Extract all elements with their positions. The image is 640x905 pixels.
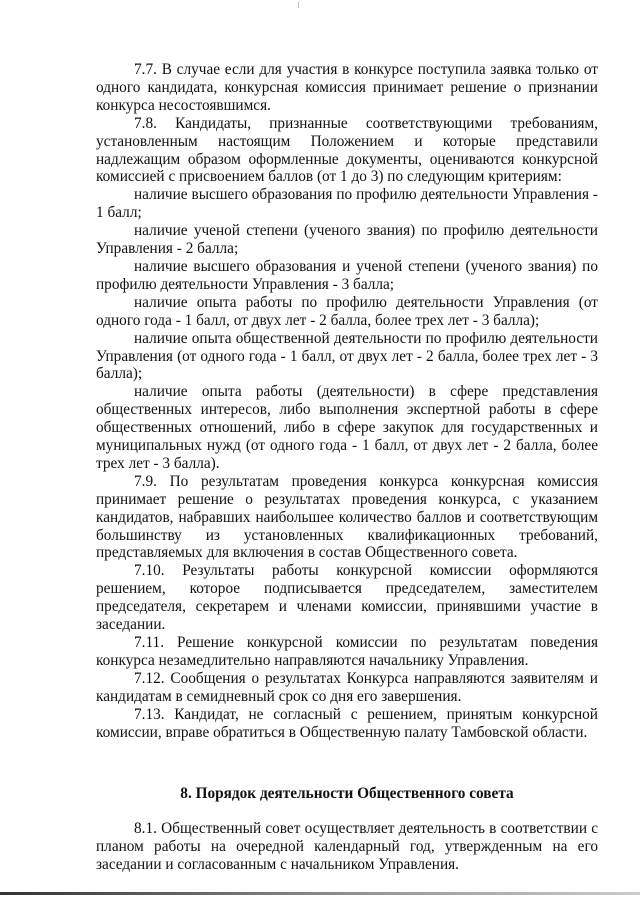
criterion-education-and-degree: наличие высшего образования и ученой степени (ученого звания) по профилю деятельности Управления - 3 балла; xyxy=(96,257,598,293)
section-heading: 8. Порядок деятельности Общественного совета xyxy=(180,785,514,803)
paragraph-7-13: 7.13. Кандидат, не согласный с решением, принятым конкурсной комиссии, вправе обратиться в Общественную палату Тамбовской области. xyxy=(96,705,598,741)
paragraph-7-12: 7.12. Сообщения о результатах Конкурса направляются заявителям и кандидатам в семидневный срок со дня его завершения. xyxy=(96,669,598,705)
scan-edge-line xyxy=(0,892,640,895)
paragraph-7-9: 7.9. По результатам проведения конкурса конкурсная комиссия принимает решение о результатах проведения конкурса, с указанием кандидатов, набравших наибольшее количество баллов и соответствующим большинству из установленных квалификационных требований, представляемых для включения в состав Общественного совета. xyxy=(96,472,598,562)
criterion-work-experience: наличие опыта работы по профилю деятельности Управления (от одного года - 1 балл, от двух лет - 2 балла, более трех лет - 3 балла); xyxy=(96,293,598,329)
criterion-public-activity: наличие опыта общественной деятельности по профилю деятельности Управления (от одного года - 1 балл, от двух лет - 2 балла, более трех лет - 3 балла); xyxy=(96,329,598,383)
paragraph-7-10: 7.10. Результаты работы конкурсной комиссии оформляются решением, которое подписывается председателем, заместителем председателя, секретарем и членами комиссии, принявшими участие в заседании. xyxy=(96,562,598,634)
criterion-public-interests: наличие опыта работы (деятельности) в сфере представления общественных интересов, либо выполнения экспертной работы в сфере общественных отношений, либо в сфере закупок для государственных и муниципальных нужд (от одного года - 1 балл, от двух лет - 2 балла, более трех лет - 3 балла). xyxy=(96,383,598,472)
criterion-academic-degree: наличие ученой степени (ученого звания) по профилю деятельности Управления - 2 балла; xyxy=(96,222,598,258)
paragraph-7-11: 7.11. Решение конкурсной комиссии по результатам поведения конкурса незамедлительно направляются начальнику Управления. xyxy=(96,634,598,669)
paragraph-7-7: 7.7. В случае если для участия в конкурсе поступила заявка только от одного кандидата, конкурсная комиссия принимает решение о признании конкурса несостоявшимся. xyxy=(96,61,598,114)
document-page xyxy=(96,61,598,874)
criterion-higher-education: наличие высшего образования по профилю деятельности Управления - 1 балл; xyxy=(96,186,598,222)
scan-mark xyxy=(298,2,299,8)
paragraph-8-1: 8.1. Общественный совет осуществляет деятельность в соответствии с планом работы на очередной календарный год, утвержденным на его заседании и согласованным с начальником Управления. xyxy=(96,820,598,874)
paragraph-7-8: 7.8. Кандидаты, признанные соответствующими требованиям, установленным настоящим Положением и которые представили надлежащим образом оформленные документы, оцениваются конкурсной комиссией с присвоением баллов (от 1 до 3) по следующим критериям: xyxy=(96,114,598,186)
